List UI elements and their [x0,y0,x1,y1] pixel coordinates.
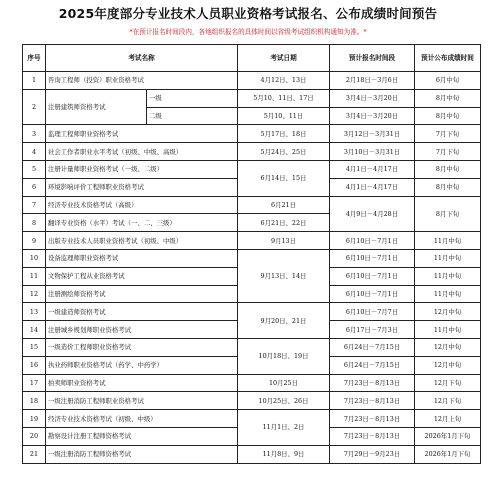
row-no: 11 [23,267,46,285]
exam-date: 5月10、11日、17日 [238,89,330,107]
result-time: 12月下旬 [415,374,481,392]
exam-date: 10月25日、26日 [238,392,330,410]
exam-date: 6月21日 [238,196,330,214]
table-header-row [23,45,481,72]
row-no: 19 [23,410,46,428]
exam-name: 翻译专业资格（水平）考试（一、二、三级） [46,214,238,232]
row-no: 15 [23,338,46,356]
exam-name: 勘察设计注册工程师资格考试 [46,427,238,445]
exam-date: 11月8日、9日 [238,445,330,463]
table-row [23,160,481,178]
exam-name: 监理工程师职业资格考试 [46,125,238,143]
registration-period: 3月4日－3月20日 [330,89,415,107]
result-time: 2026年1月下旬 [415,427,481,445]
exam-date: 6月14日、15日 [238,160,330,196]
exam-name: 社会工作者职业水平考试（初级、中级、高级） [46,143,238,161]
result-time: 11月中旬 [415,232,481,250]
result-time: 12月中旬 [415,303,481,321]
table-row [23,445,481,463]
result-time: 8月中旬 [415,107,481,125]
table-row [23,392,481,410]
result-time: 11月中旬 [415,267,481,285]
result-time: 8月中旬 [415,178,481,196]
exam-name: 一级注册消防工程师资格考试 [46,445,238,463]
exam-name: 设备监理师职业资格考试 [46,249,238,267]
document-title: 2025年度部分专业技术人员职业资格考试报名、公布成绩时间预告 [58,6,438,21]
registration-period: 6月10日－7月1日 [330,249,415,267]
exam-name: 经济专业技术资格考试（高级） [46,196,238,214]
registration-period: 6月10日－7月1日 [330,285,415,303]
table-row [23,338,481,356]
exam-name: 一级造价工程师职业资格考试 [46,338,238,356]
row-no: 12 [23,285,46,303]
row-no: 10 [23,249,46,267]
exam-name: 执业药师职业资格考试（药学、中药学） [46,356,238,374]
exam-name: 文物保护工程从业资格考试 [46,267,238,285]
row-no: 18 [23,392,46,410]
row-no: 14 [23,321,46,339]
registration-period: 7月23日－8月13日 [330,374,415,392]
table-row [23,143,481,161]
notice-text: *在预计报名时间段内，各地组织报名的具体时间以省级考试组织机构通知为准。* [129,28,367,36]
exam-name: 经济专业技术资格考试（初级、中级） [46,410,238,428]
exam-name: 一级注册消防工程师职业资格考试 [46,392,238,410]
registration-period: 7月23日－8月13日 [330,427,415,445]
exam-date: 11月1日、2日 [238,410,330,446]
exam-date: 9月13日、14日 [238,249,330,302]
registration-period: 3月12日－3月31日 [330,125,415,143]
registration-period: 6月17日－7月3日 [330,321,415,339]
row-no: 21 [23,445,46,463]
exam-name: 注册建筑师资格考试 [46,89,147,125]
registration-period: 3月4日－3月20日 [330,107,415,125]
row-no: 9 [23,232,46,250]
result-time: 11月中旬 [415,249,481,267]
exam-name: 环境影响评价工程师职业资格考试 [46,178,238,196]
result-time: 7月下旬 [415,125,481,143]
exam-schedule-table [22,44,481,464]
table-row [23,72,481,90]
table-row [23,410,481,428]
table-row [23,196,481,214]
exam-level: 二级 [147,107,238,125]
registration-period: 6月24日－7月15日 [330,338,415,356]
exam-name: 注册计量师职业资格考试（一级、二级） [46,160,238,178]
row-no: 8 [23,214,46,232]
exam-name: 咨询工程师（投资）职业资格考试 [46,72,238,90]
result-time: 8月中旬 [415,160,481,178]
table-row [23,89,481,107]
row-no: 1 [23,72,46,90]
exam-date: 10月25日 [238,374,330,392]
exam-date: 9月13日 [238,232,330,250]
result-time: 11月中旬 [415,285,481,303]
exam-date: 4月12日、13日 [238,72,330,90]
exam-date: 9月20日、21日 [238,303,330,339]
exam-date: 5月10、11日 [238,107,330,125]
header-no: 序号 [23,45,46,72]
row-no: 4 [23,143,46,161]
exam-name: 拍卖师职业资格考试 [46,374,238,392]
registration-period: 2月18日－3月6日 [330,72,415,90]
registration-period: 4月9日－4月28日 [330,196,415,232]
row-no: 20 [23,427,46,445]
result-time: 7月下旬 [415,143,481,161]
result-time: 11月中旬 [415,321,481,339]
result-time: 8月下旬 [415,196,481,232]
row-no: 6 [23,178,46,196]
result-time: 2026年1月下旬 [415,445,481,463]
row-no: 16 [23,356,46,374]
exam-name: 注册城乡规划师职业资格考试 [46,321,238,339]
registration-period: 6月10日－7月7日 [330,303,415,321]
registration-period: 7月23日－8月13日 [330,392,415,410]
registration-period: 7月29日－9月23日 [330,445,415,463]
table-row [23,303,481,321]
row-no: 2 [23,89,46,125]
exam-date: 5月17日、18日 [238,125,330,143]
registration-period: 6月10日－7月1日 [330,267,415,285]
result-time: 12月上旬 [415,410,481,428]
exam-date: 10月18日、19日 [238,338,330,374]
header-result-time: 预计公布成绩时间 [415,45,481,72]
registration-period: 4月1日－4月17日 [330,160,415,178]
result-time: 12月中旬 [415,356,481,374]
header-exam-name: 考试名称 [46,45,238,72]
result-time: 6月中旬 [415,72,481,90]
result-time: 8月中旬 [415,89,481,107]
table-row [23,374,481,392]
exam-date: 6月21日、22日 [238,214,330,232]
exam-date: 5月24日、25日 [238,143,330,161]
registration-period: 6月10日－7月1日 [330,232,415,250]
row-no: 13 [23,303,46,321]
registration-period: 7月23日－8月13日 [330,410,415,428]
registration-period: 4月1日－4月17日 [330,178,415,196]
result-time: 12月下旬 [415,392,481,410]
registration-period: 6月24日－7月15日 [330,356,415,374]
registration-period: 3月10日－3月31日 [330,143,415,161]
result-time: 12月中旬 [415,338,481,356]
row-no: 7 [23,196,46,214]
row-no: 17 [23,374,46,392]
table-row [23,232,481,250]
table-row [23,249,481,267]
header-exam-date: 考试日期 [238,45,330,72]
header-registration-period: 预计报名时间段 [330,45,415,72]
table-row [23,125,481,143]
exam-name: 出版专业技术人员职业资格考试（初级、中级） [46,232,238,250]
exam-level: 一级 [147,89,238,107]
exam-name: 一级建造师资格考试 [46,303,238,321]
row-no: 5 [23,160,46,178]
row-no: 3 [23,125,46,143]
exam-name: 注册测绘师资格考试 [46,285,238,303]
